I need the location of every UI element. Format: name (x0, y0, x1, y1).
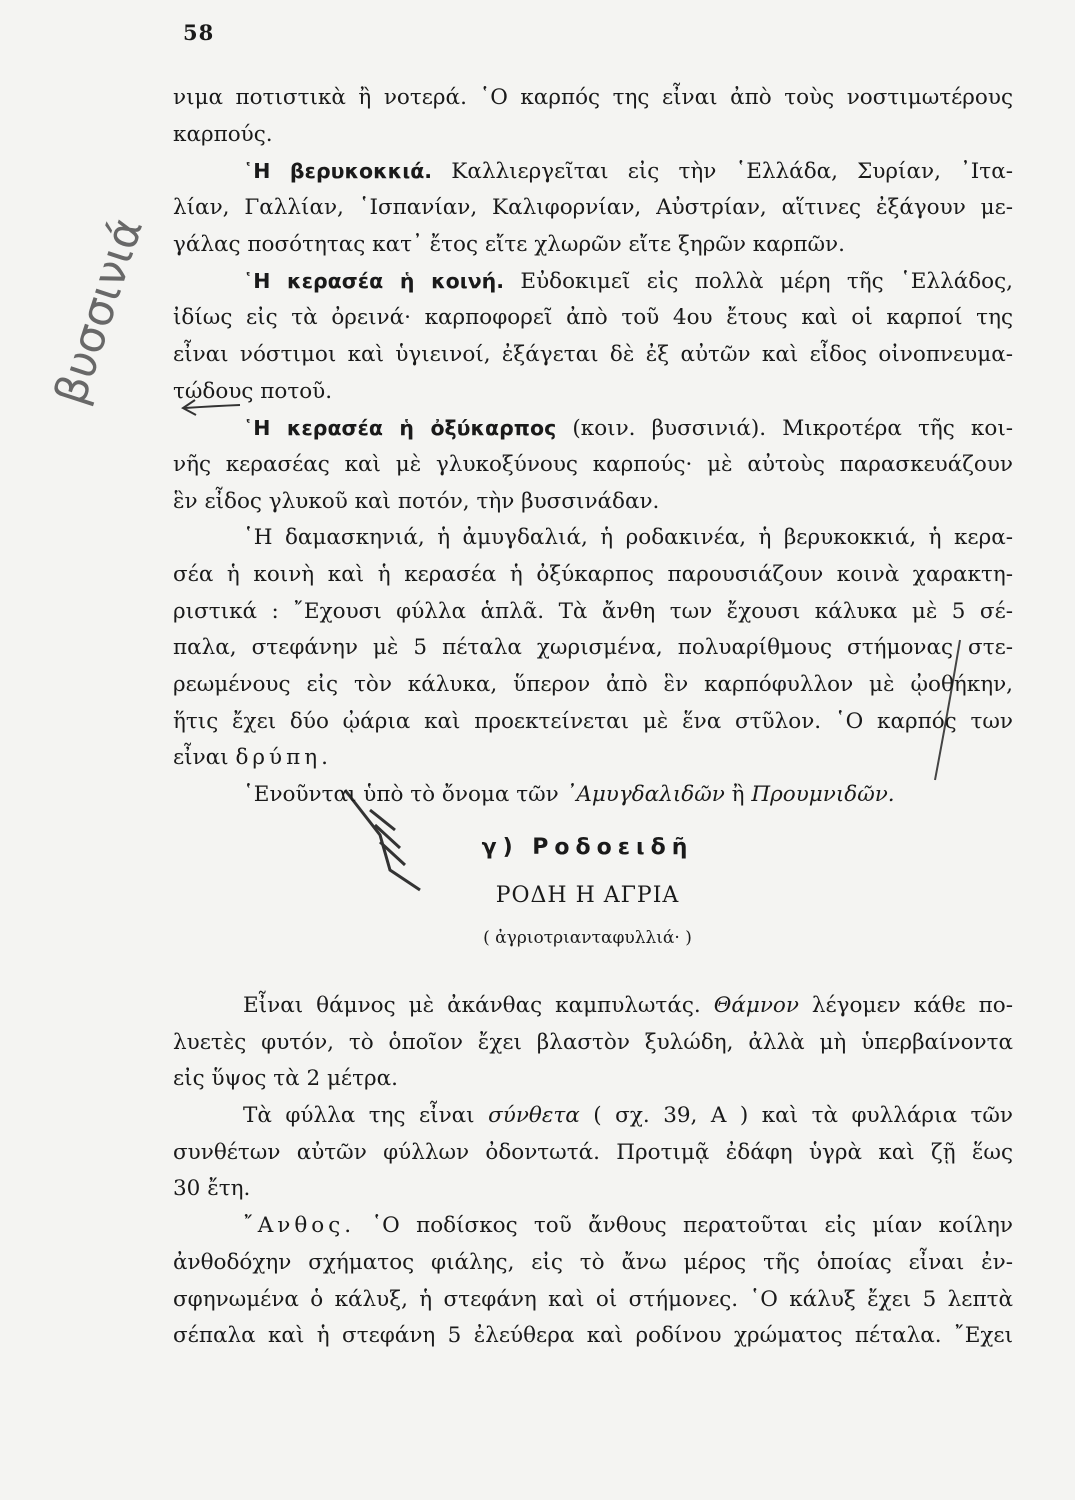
rose-flower-line (173, 1208, 1013, 1245)
text-line: νιμα ποτιστικὰ ἢ νοτερά. ῾Ο καρπός της εἶναι ἀπὸ τοὺς νοστιμωτέρους (173, 85, 1013, 110)
cherry-line (173, 263, 1013, 300)
amygdalids-term: ᾿Αμυγδαλιδῶν (565, 782, 725, 808)
text-line: ἰδίως εἰς τὰ ὀρεινά· καρποφορεῖ ἀπὸ τοῦ 4ου ἔτους καὶ οἱ καρποί της (173, 305, 1013, 331)
text-line: συνθέτων αὐτῶν φύλλων ὀδοντωτά. Προτιμᾷ ἐδάφη ὑγρὰ καὶ ζῇ ἕως (173, 1139, 1013, 1165)
cherry-label: ῾Η κερασέα ἡ κοινή. (243, 269, 505, 294)
text-span: λέγομεν κάθε πο- (811, 993, 1014, 1018)
apricot-label: ῾Η βερυκοκκιά. (243, 159, 433, 184)
plant-title: ΡΟΔΗ Η ΑΓΡΙΑ (495, 883, 680, 908)
text-line: καρπούς. (173, 121, 273, 147)
sourcherry-label: ῾Η κερασέα ἡ ὀξύκαρπος (243, 416, 557, 441)
sourcherry-line (173, 410, 1013, 447)
text-line (173, 740, 1013, 777)
text-line: ἥτις ἔχει δύο ᾠάρια καὶ προεκτείνεται μὲ ἕνα στῦλον. ῾Ο καρπός των (173, 708, 1013, 734)
rose-intro-line (173, 988, 1013, 1025)
page-number: 58 (183, 20, 215, 45)
handwritten-margin-note: βυσσινιά (45, 211, 154, 411)
flower-label: ῎Ανθος. (243, 1213, 356, 1239)
text-line: ρεωμένους εἰς τὸν κάλυκα, ὕπερον ἀπὸ ἓν καρπόφυλλον μὲ ᾠοθήκην, (173, 672, 1013, 697)
text-span: Τὰ φύλλα της εἶναι (243, 1103, 475, 1129)
text-line: ἓν εἶδος γλυκοῦ καὶ ποτόν, τὴν βυσσινάδαν. (173, 488, 660, 514)
text-line: παλα, στεφάνην μὲ 5 πέταλα χωρισμένα, πολυαρίθμους στήμονας στε- (173, 635, 1013, 661)
text-span: Εἶναι θάμνος μὲ ἀκάνθας καμπυλωτάς. (243, 993, 701, 1018)
text-line: ἀνθοδόχην σχήματος φιάλης, εἰς τὸ ἄνω μέρος τῆς ὁποίας εἶναι ἐν- (173, 1249, 1013, 1275)
text-line: σέα ἡ κοινὴ καὶ ἡ κερασέα ἡ ὀξύκαρπος παρουσιάζουν κοινὰ χαρακτη- (173, 561, 1013, 587)
text-line: λίαν, Γαλλίαν, ῾Ισπανίαν, Καλιφορνίαν, Αὐστρίαν, αἵτινες ἐξάγουν με- (173, 195, 1013, 221)
union-line (173, 777, 1013, 814)
text-line: λυετὲς φυτόν, τὸ ὁποῖον ἔχει βλαστὸν ξυλώδη, ἀλλὰ μὴ ὑπερβαίνοντα (173, 1029, 1013, 1055)
text-span: Καλλιεργεῖται εἰς τὴν ῾Ελλάδα, Συρίαν, ᾿Ιτα- (451, 159, 1013, 185)
text-span: εἶναι (173, 745, 229, 771)
text-line: ριστικά : ῎Εχουσι φύλλα ἁπλᾶ. Τὰ ἄνθη των ἔχουσι κάλυκα μὲ 5 σέ- (173, 598, 1013, 624)
text-span: ( σχ. 39, Α ) καὶ τὰ φυλλάρια τῶν (593, 1103, 1013, 1129)
text-span: Εὐδοκιμεῖ εἰς πολλὰ μέρη τῆς ῾Ελλάδος, (520, 269, 1013, 295)
shrub-term: Θάμνον (713, 993, 799, 1018)
text-line: ῾Η δαμασκηνιά, ἡ ἀμυγδαλιά, ἡ ροδακινέα, ἡ βερυκοκκιά, ἡ κερα- (243, 525, 1013, 551)
text-line: γάλας ποσότητας κατ᾿ ἔτος εἴτε χλωρῶν εἴτε ξηρῶν καρπῶν. (173, 231, 845, 257)
drupe-term: δρύπη. (235, 745, 332, 771)
apricot-line (173, 153, 1013, 190)
text-line: εἶναι νόστιμοι καὶ ὑγιεινοί, ἐξάγεται δὲ ἐξ αὐτῶν καὶ εἶδος οἰνοπνευμα- (173, 341, 1013, 367)
text-span: (κοιν. βυσσινιά). Μικροτέρα τῆς κοι- (572, 416, 1014, 442)
text-line: 30 ἔτη. (173, 1176, 251, 1202)
text-line: εἰς ὕψος τὰ 2 μέτρα. (173, 1066, 398, 1092)
text-span: ῾Ο ποδίσκος τοῦ ἄνθους περατοῦται εἰς μίαν κοίλην (371, 1213, 1013, 1239)
section-heading: γ) Ροδοειδῆ (481, 835, 694, 860)
rose-leaves-line (173, 1098, 1013, 1135)
text-span: ἢ (731, 782, 745, 808)
compound-term: σύνθετα (488, 1103, 580, 1129)
prunids-term: Προυμνιδῶν. (751, 782, 895, 808)
plant-subtitle: ( ἀγριοτριανταφυλλιά· ) (483, 928, 692, 948)
text-span: ῾Ενοῦνται ὑπὸ τὸ ὄνομα τῶν (243, 782, 559, 808)
main-text-upper (173, 80, 1013, 814)
text-line: σφηνωμένα ὁ κάλυξ, ἡ στεφάνη καὶ οἱ στήμονες. ῾Ο κάλυξ ἔχει 5 λεπτὰ (173, 1286, 1013, 1312)
text-line: σέπαλα καὶ ἡ στεφάνη 5 ἐλεύθερα καὶ ροδίνου χρώματος πέταλα. ῎Εχει (173, 1323, 1013, 1349)
main-text-lower (173, 988, 1013, 1355)
text-line: νῆς κερασέας καὶ μὲ γλυκοξύνους καρπούς· μὲ αὐτοὺς παρασκευάζουν (173, 451, 1013, 477)
text-line: τώδους ποτοῦ. (173, 378, 333, 404)
